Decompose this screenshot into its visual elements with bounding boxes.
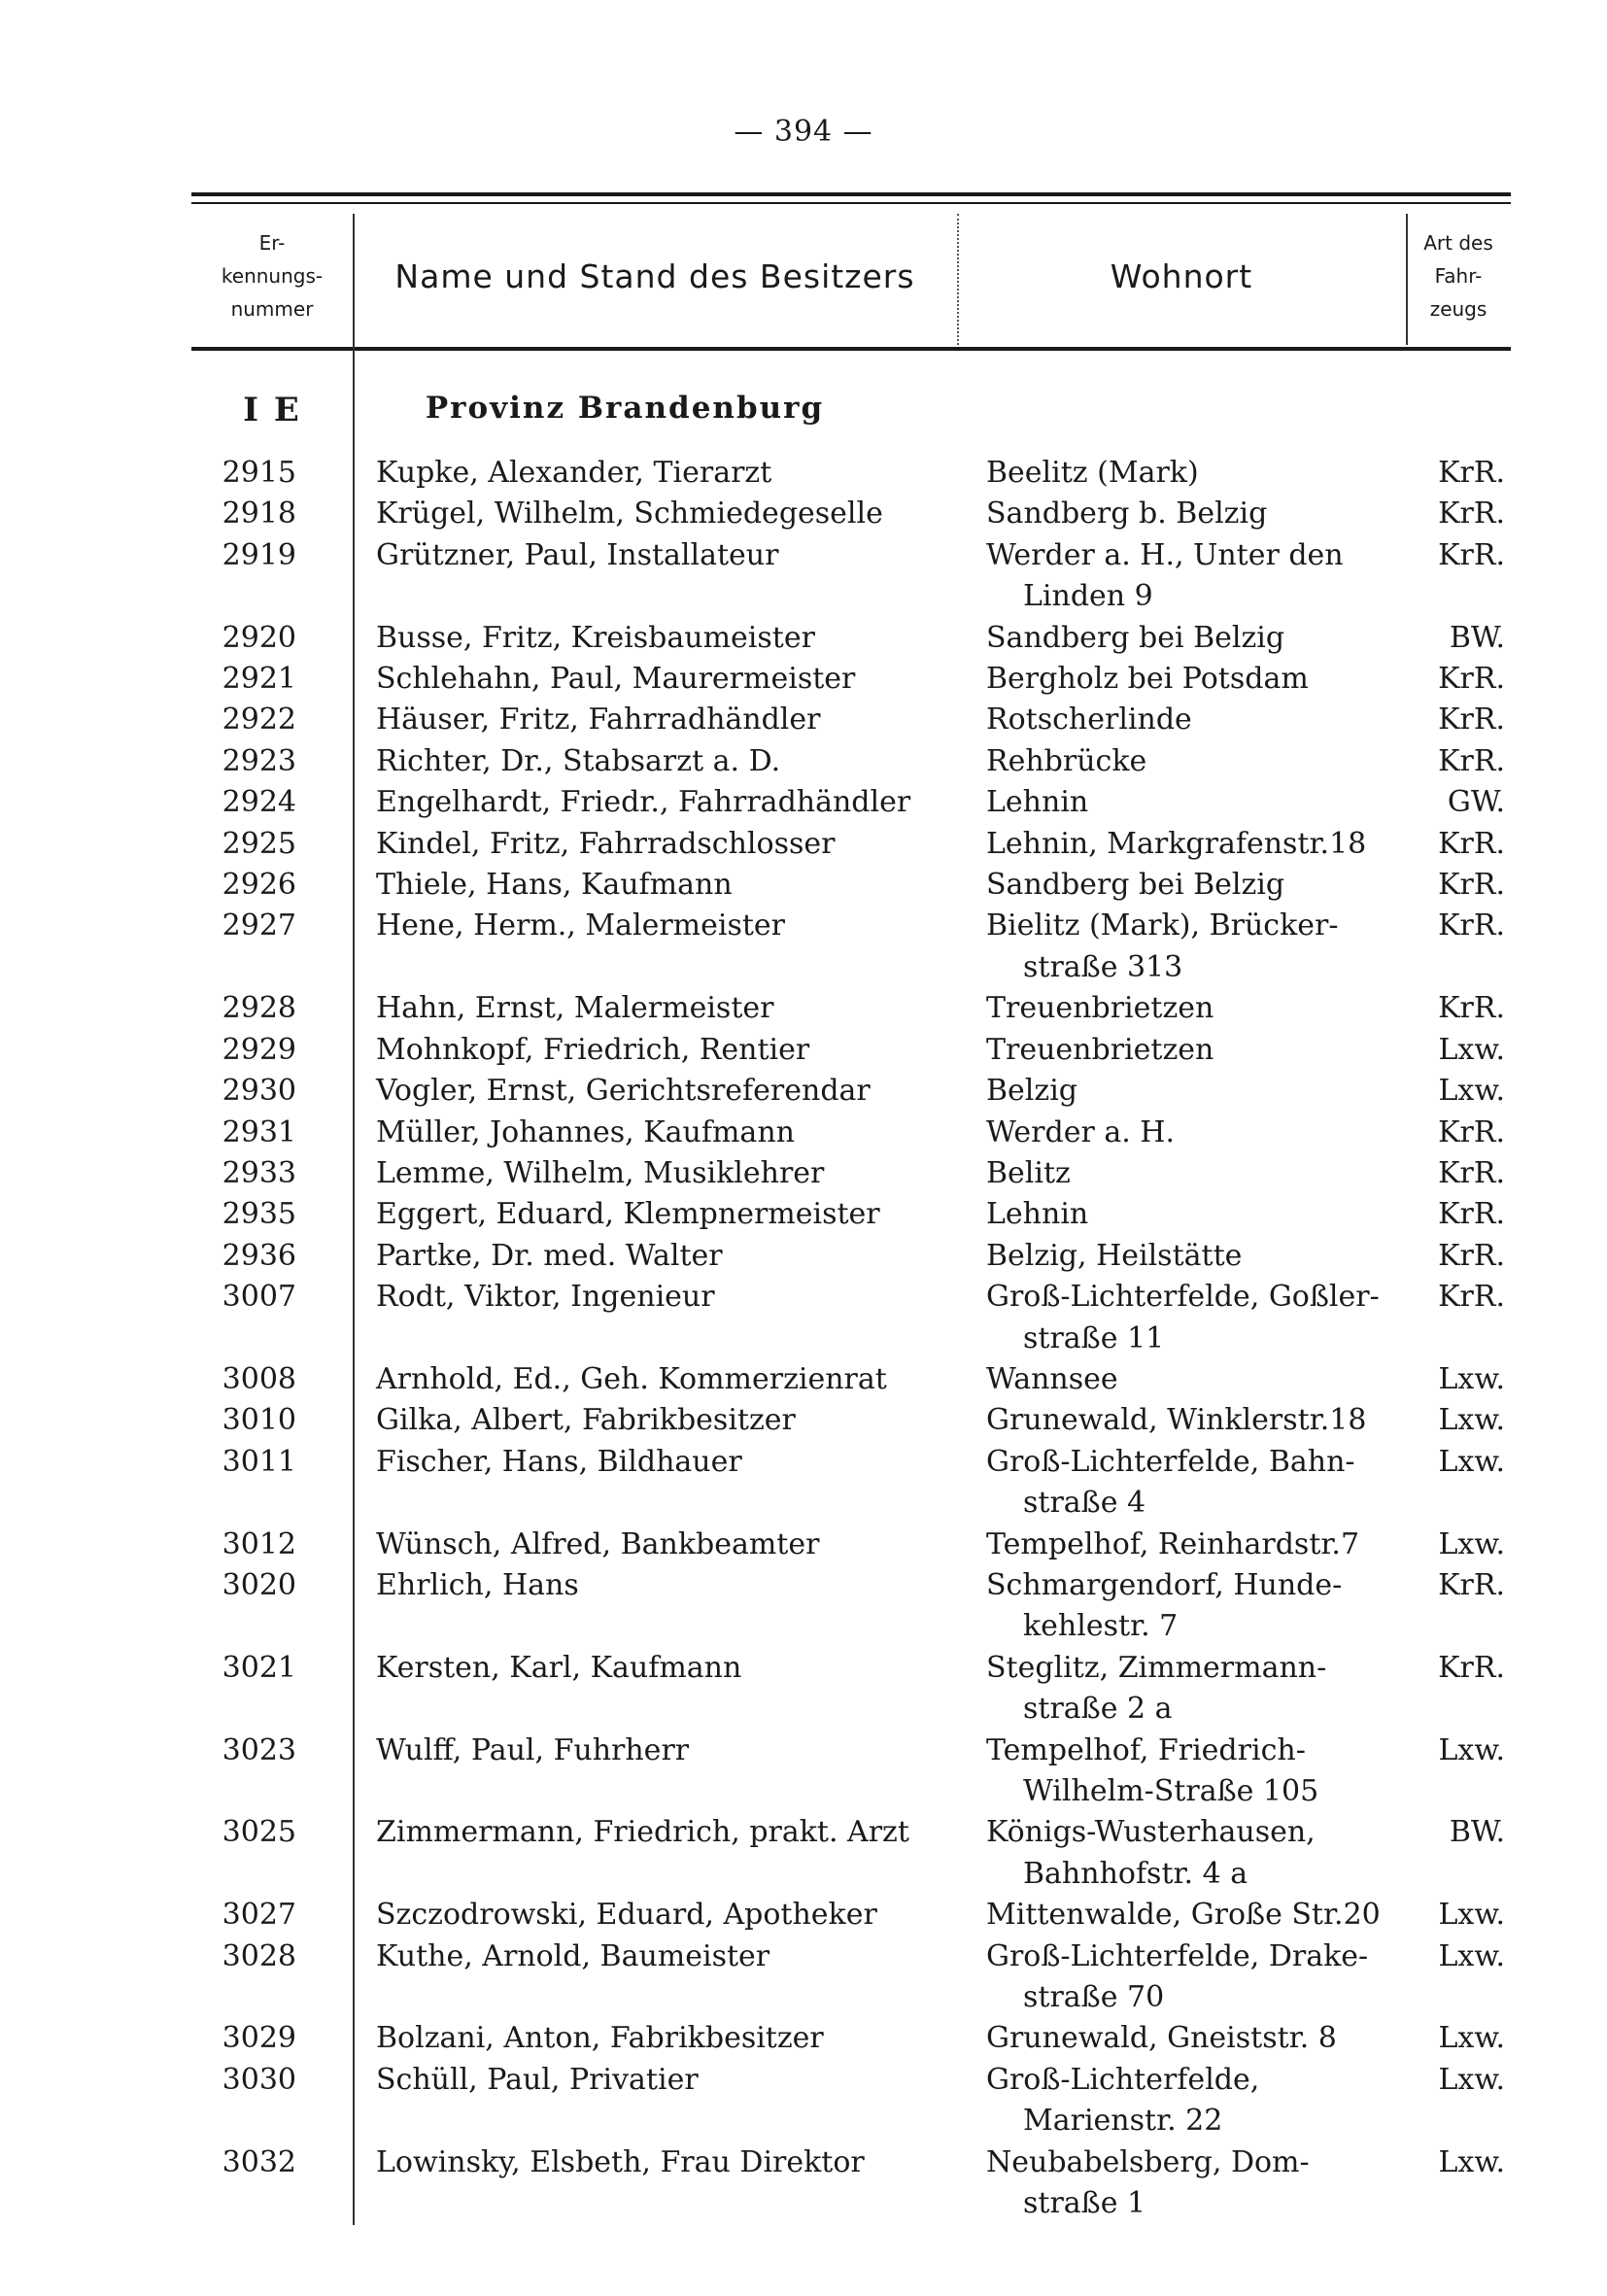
owner-name: Krügel, Wilhelm, Schmiedegeselle xyxy=(376,497,883,531)
column-divider xyxy=(1406,214,1408,345)
id-number: 2915 xyxy=(222,456,296,490)
vehicle-type: KrR. xyxy=(1438,1155,1505,1190)
residence: Mittenwalde, Große Str.20 xyxy=(986,1898,1381,1933)
vehicle-type: Lxw. xyxy=(1438,1403,1505,1438)
vehicle-type: KrR. xyxy=(1438,868,1505,903)
residence: Schmargendorf, Hunde-kehlestr. 7 xyxy=(986,1567,1343,1644)
id-number: 3008 xyxy=(222,1361,296,1396)
residence: Tempelhof, Friedrich-Wilhelm-Straße 105 xyxy=(986,1732,1319,1808)
id-number: 3029 xyxy=(222,2021,296,2056)
table-row xyxy=(191,1236,1511,1277)
vehicle-type: KrR. xyxy=(1438,703,1505,737)
table-row xyxy=(191,1525,1511,1565)
vehicle-type: Lxw. xyxy=(1438,2144,1505,2179)
table-row xyxy=(191,1030,1511,1071)
residence: Sandberg b. Belzig xyxy=(986,497,1268,531)
residence: Werder a. H. xyxy=(986,1114,1175,1149)
id-number: 2923 xyxy=(222,743,296,778)
residence: Königs-Wusterhausen, Bahnhofstr. 4 a xyxy=(986,1815,1316,1891)
residence: Treuenbrietzen xyxy=(986,991,1214,1026)
table-row xyxy=(191,1400,1511,1441)
table-row xyxy=(191,2142,1511,2225)
id-number: 2936 xyxy=(222,1238,296,1273)
id-number: 3028 xyxy=(222,1938,296,1973)
vehicle-type: BW. xyxy=(1449,1815,1505,1850)
residence: Tempelhof, Reinhardstr.7 xyxy=(986,1526,1360,1561)
owner-name: Hene, Herm., Malermeister xyxy=(376,908,786,943)
table-row xyxy=(191,906,1511,988)
table-row xyxy=(191,782,1511,823)
residence: Lehnin xyxy=(986,1197,1089,1232)
vehicle-type: KrR. xyxy=(1438,1567,1505,1602)
owner-name: Grützner, Paul, Installateur xyxy=(376,537,779,572)
owner-name: Wulff, Paul, Fuhrherr xyxy=(376,1732,690,1767)
table-row xyxy=(191,1936,1511,2019)
owner-name: Busse, Fritz, Kreisbaumeister xyxy=(376,620,815,655)
id-number: 2922 xyxy=(222,703,296,737)
vehicle-type: Lxw. xyxy=(1438,1732,1505,1767)
residence: Lehnin, Markgrafenstr.18 xyxy=(986,826,1367,861)
residence: Werder a. H., Unter den Linden 9 xyxy=(986,537,1344,614)
id-number: 2918 xyxy=(222,497,296,531)
id-number: 3010 xyxy=(222,1403,296,1438)
vehicle-type: Lxw. xyxy=(1438,1074,1505,1109)
table-row xyxy=(191,824,1511,865)
table-row xyxy=(191,453,1511,494)
table-header xyxy=(191,208,1511,344)
residence: Belzig, Heilstätte xyxy=(986,1238,1243,1273)
vehicle-type: KrR. xyxy=(1438,497,1505,531)
vehicle-type: KrR. xyxy=(1438,1650,1505,1685)
vehicle-type: Lxw. xyxy=(1438,2062,1505,2097)
owner-name: Szczodrowski, Eduard, Apotheker xyxy=(376,1898,877,1933)
owner-name: Schlehahn, Paul, Maurermeister xyxy=(376,662,856,697)
table-row xyxy=(191,741,1511,782)
vehicle-type: Lxw. xyxy=(1438,2021,1505,2056)
residence: Groß-Lichterfelde, Bahn-straße 4 xyxy=(986,1444,1355,1521)
section-heading xyxy=(191,391,1511,439)
table-row xyxy=(191,618,1511,659)
residence: Grunewald, Gneiststr. 8 xyxy=(986,2021,1337,2056)
residence: Belzig xyxy=(986,1074,1077,1109)
residence: Rehbrücke xyxy=(986,743,1147,778)
table-row xyxy=(191,1648,1511,1731)
table-row xyxy=(191,1277,1511,1359)
residence: Lehnin xyxy=(986,785,1089,820)
id-number: 2935 xyxy=(222,1197,296,1232)
table-row xyxy=(191,2018,1511,2059)
top-rule xyxy=(191,192,1511,196)
owner-name: Gilka, Albert, Fabrikbesitzer xyxy=(376,1403,796,1438)
id-number: 2919 xyxy=(222,537,296,572)
vehicle-type: KrR. xyxy=(1438,1114,1505,1149)
vehicle-type: Lxw. xyxy=(1438,1938,1505,1973)
header-id-number xyxy=(191,208,353,344)
table-row xyxy=(191,1812,1511,1895)
table-row xyxy=(191,2060,1511,2142)
registry-table xyxy=(191,453,1511,2224)
vehicle-type: Lxw. xyxy=(1438,1444,1505,1479)
residence: Bielitz (Mark), Brücker-straße 313 xyxy=(986,908,1339,984)
owner-name: Ehrlich, Hans xyxy=(376,1567,579,1602)
id-number: 3020 xyxy=(222,1567,296,1602)
vehicle-type: Lxw. xyxy=(1438,1361,1505,1396)
owner-name: Kindel, Fritz, Fahrradschlosser xyxy=(376,826,836,861)
owner-name: Engelhardt, Friedr., Fahrradhändler xyxy=(376,785,911,820)
id-number: 3021 xyxy=(222,1650,296,1685)
id-number: 2933 xyxy=(222,1155,296,1190)
table-row xyxy=(191,659,1511,700)
section-code: I E xyxy=(243,391,301,429)
vehicle-type: KrR. xyxy=(1438,537,1505,572)
header-type-line-3: zeugs xyxy=(1429,297,1487,321)
table-row xyxy=(191,1359,1511,1400)
owner-name: Schüll, Paul, Privatier xyxy=(376,2062,699,2097)
owner-name: Müller, Johannes, Kaufmann xyxy=(376,1114,795,1149)
vehicle-type: KrR. xyxy=(1438,1238,1505,1273)
residence: Treuenbrietzen xyxy=(986,1032,1214,1067)
id-number: 3012 xyxy=(222,1526,296,1561)
owner-name: Mohnkopf, Friedrich, Rentier xyxy=(376,1032,810,1067)
id-number: 3025 xyxy=(222,1815,296,1850)
vehicle-type: KrR. xyxy=(1438,1197,1505,1232)
owner-name: Lowinsky, Elsbeth, Frau Direktor xyxy=(376,2144,865,2179)
owner-name: Richter, Dr., Stabsarzt a. D. xyxy=(376,743,781,778)
residence: Steglitz, Zimmermann-straße 2 a xyxy=(986,1650,1327,1727)
table-row xyxy=(191,1731,1511,1813)
vehicle-type: KrR. xyxy=(1438,1280,1505,1315)
owner-name: Hahn, Ernst, Malermeister xyxy=(376,991,774,1026)
owner-name: Lemme, Wilhelm, Musiklehrer xyxy=(376,1155,825,1190)
header-id-line-1: Er- xyxy=(258,231,286,255)
residence: Beelitz (Mark) xyxy=(986,456,1199,490)
page-number: — 394 — xyxy=(734,115,873,149)
id-number: 3032 xyxy=(222,2144,296,2179)
residence: Groß-Lichterfelde, Marienstr. 22 xyxy=(986,2062,1260,2139)
owner-name: Kersten, Karl, Kaufmann xyxy=(376,1650,742,1685)
table-row xyxy=(191,1153,1511,1194)
header-owner: Name und Stand des Besitzers xyxy=(394,257,915,295)
residence: Neubabelsberg, Dom-straße 1 xyxy=(986,2144,1310,2221)
header-residence: Wohnort xyxy=(1110,257,1253,295)
owner-name: Häuser, Fritz, Fahrradhändler xyxy=(376,703,821,737)
table-row xyxy=(191,1442,1511,1525)
table-row xyxy=(191,1565,1511,1648)
vehicle-type: KrR. xyxy=(1438,743,1505,778)
vehicle-type: GW. xyxy=(1447,785,1505,820)
owner-name: Eggert, Eduard, Klempnermeister xyxy=(376,1197,880,1232)
id-number: 2928 xyxy=(222,991,296,1026)
vehicle-type: BW. xyxy=(1449,620,1505,655)
id-number: 2929 xyxy=(222,1032,296,1067)
owner-name: Kuthe, Arnold, Baumeister xyxy=(376,1938,770,1973)
table-row xyxy=(191,1113,1511,1153)
id-number: 3030 xyxy=(222,2062,296,2097)
vehicle-type: Lxw. xyxy=(1438,1898,1505,1933)
residence: Grunewald, Winklerstr.18 xyxy=(986,1403,1367,1438)
residence: Bergholz bei Potsdam xyxy=(986,662,1309,697)
id-number: 3011 xyxy=(222,1444,296,1479)
header-rule xyxy=(191,347,1511,351)
table-row xyxy=(191,1071,1511,1112)
table-row xyxy=(191,700,1511,740)
table-row xyxy=(191,1895,1511,1936)
vehicle-type: KrR. xyxy=(1438,456,1505,490)
id-number: 2926 xyxy=(222,868,296,903)
section-title: Provinz Brandenburg xyxy=(425,391,825,426)
residence: Rotscherlinde xyxy=(986,703,1192,737)
owner-name: Partke, Dr. med. Walter xyxy=(376,1238,723,1273)
top-rule-thin xyxy=(191,202,1511,204)
id-number: 2924 xyxy=(222,785,296,820)
residence: Groß-Lichterfelde, Drake-straße 70 xyxy=(986,1938,1369,2015)
residence: Groß-Lichterfelde, Goßler-straße 11 xyxy=(986,1280,1380,1355)
owner-name: Kupke, Alexander, Tierarzt xyxy=(376,456,772,490)
id-number: 2927 xyxy=(222,908,296,943)
owner-name: Bolzani, Anton, Fabrikbesitzer xyxy=(376,2021,824,2056)
vehicle-type: KrR. xyxy=(1438,991,1505,1026)
header-type-line-2: Fahr- xyxy=(1434,264,1483,288)
residence: Wannsee xyxy=(986,1361,1118,1396)
table-row xyxy=(191,1194,1511,1235)
table-row xyxy=(191,535,1511,618)
id-number: 3023 xyxy=(222,1732,296,1767)
residence: Sandberg bei Belzig xyxy=(986,868,1285,903)
owner-name: Thiele, Hans, Kaufmann xyxy=(376,868,733,903)
header-vehicle-type xyxy=(1406,208,1511,344)
table-row xyxy=(191,494,1511,534)
vehicle-type: KrR. xyxy=(1438,826,1505,861)
residence: Belitz xyxy=(986,1155,1071,1190)
vehicle-type: KrR. xyxy=(1438,662,1505,697)
id-number: 3027 xyxy=(222,1898,296,1933)
id-number: 2930 xyxy=(222,1074,296,1109)
id-number: 3007 xyxy=(222,1280,296,1315)
vehicle-type: Lxw. xyxy=(1438,1032,1505,1067)
id-number: 2921 xyxy=(222,662,296,697)
table-row xyxy=(191,865,1511,906)
id-number: 2920 xyxy=(222,620,296,655)
header-type-line-1: Art des xyxy=(1423,231,1493,255)
vehicle-type: Lxw. xyxy=(1438,1526,1505,1561)
column-divider xyxy=(957,214,959,345)
id-number: 2925 xyxy=(222,826,296,861)
header-id-line-2: kennungs- xyxy=(221,264,324,288)
owner-name: Vogler, Ernst, Gerichtsreferendar xyxy=(376,1074,871,1109)
owner-name: Arnhold, Ed., Geh. Kommerzienrat xyxy=(376,1361,887,1396)
owner-name: Fischer, Hans, Bildhauer xyxy=(376,1444,742,1479)
owner-name: Wünsch, Alfred, Bankbeamter xyxy=(376,1526,820,1561)
owner-name: Rodt, Viktor, Ingenieur xyxy=(376,1280,715,1315)
residence: Sandberg bei Belzig xyxy=(986,620,1285,655)
id-number: 2931 xyxy=(222,1114,296,1149)
table-row xyxy=(191,988,1511,1029)
vehicle-type: KrR. xyxy=(1438,908,1505,943)
owner-name: Zimmermann, Friedrich, prakt. Arzt xyxy=(376,1815,909,1850)
header-id-line-3: nummer xyxy=(230,297,314,321)
